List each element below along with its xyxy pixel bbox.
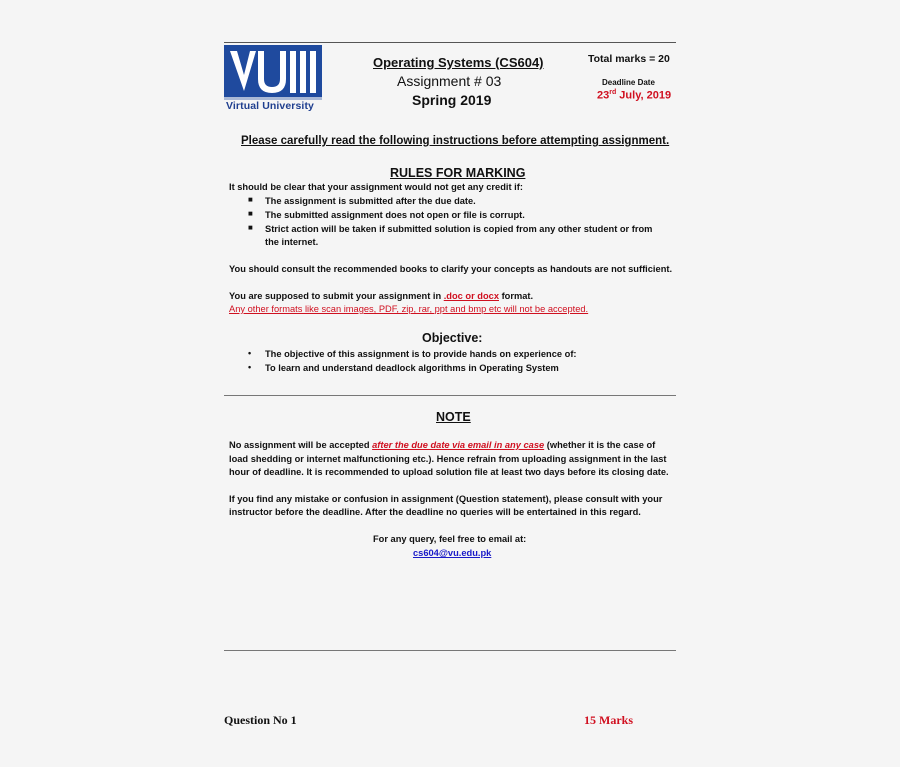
deadline-day: 23: [597, 89, 610, 102]
course-title: Operating Systems (CS604): [373, 55, 544, 70]
note-heading: NOTE: [436, 410, 471, 424]
bullet-icon: ■: [248, 223, 253, 232]
deadline-suffix: rd: [609, 89, 617, 96]
question-marks: 15 Marks: [584, 713, 633, 727]
instructions-heading: Please carefully read the following instructions before attempting assignment.: [241, 135, 670, 147]
assignment-page: [224, 40, 676, 767]
note-line: If you find any mistake or confusion in assignment (Question statement), please consult with your: [229, 494, 663, 504]
format-warning: Any other formats like scan images, PDF, zip, rar, ppt and bmp etc will not be accepted.: [229, 304, 589, 314]
rule-item: The assignment is submitted after the due date.: [265, 196, 476, 206]
bullet-icon: ■: [248, 209, 253, 218]
rule-item: Strict action will be taken if submitted solution is copied from any other student or from: [265, 224, 653, 234]
rule-item-continued: the internet.: [265, 237, 319, 247]
objective-heading: Objective:: [422, 331, 483, 345]
logo-caption: Virtual University: [226, 100, 314, 112]
objective-item: The objective of this assignment is to provide hands on experience of:: [265, 349, 577, 359]
divider: [224, 650, 676, 651]
rules-intro: It should be clear that your assignment would not get any credit if:: [229, 182, 523, 192]
bullet-icon: ■: [248, 195, 253, 204]
books-note: You should consult the recommended books to clarify your concepts as handouts are not sufficient.: [229, 264, 673, 274]
deadline-rest: July, 2019: [616, 89, 672, 102]
rule-item: The submitted assignment does not open or file is corrupt.: [265, 210, 525, 220]
note-line: [229, 439, 655, 453]
format-highlight: .doc or docx: [443, 291, 499, 301]
bullet-icon: •: [248, 362, 252, 372]
query-text: For any query, feel free to email at:: [373, 534, 527, 544]
objective-item: To learn and understand deadlock algorithms in Operating System: [265, 363, 559, 373]
note-highlight: after the due date via email in any case: [372, 440, 545, 450]
note-line: hour of deadline. It is recommended to upload solution file at least two days before its closing date.: [229, 467, 669, 477]
note-post: (whether it is the case of: [544, 440, 656, 450]
header-rule: [224, 42, 676, 43]
format-post: format.: [499, 291, 534, 301]
semester: Spring 2019: [412, 92, 492, 108]
total-marks: Total marks = 20: [588, 53, 670, 65]
bullet-icon: •: [248, 348, 252, 358]
note-line: load shedding or internet malfunctioning etc.). Hence refrain from uploading assignment in the last: [229, 454, 667, 464]
email-link[interactable]: cs604@vu.edu.pk: [413, 548, 492, 558]
rules-heading: RULES FOR MARKING: [390, 166, 526, 180]
note-pre: No assignment will be accepted: [229, 440, 373, 450]
deadline-date: [597, 89, 671, 102]
note-line: instructor before the deadline. After the deadline no queries will be entertained in this regard.: [229, 507, 641, 517]
assignment-number: Assignment # 03: [397, 73, 502, 89]
format-note: [229, 290, 533, 304]
divider: [224, 395, 676, 396]
deadline-label: Deadline Date: [602, 78, 655, 87]
question-label: Question No 1: [224, 713, 297, 727]
format-pre: You are supposed to submit your assignment in: [229, 291, 444, 301]
